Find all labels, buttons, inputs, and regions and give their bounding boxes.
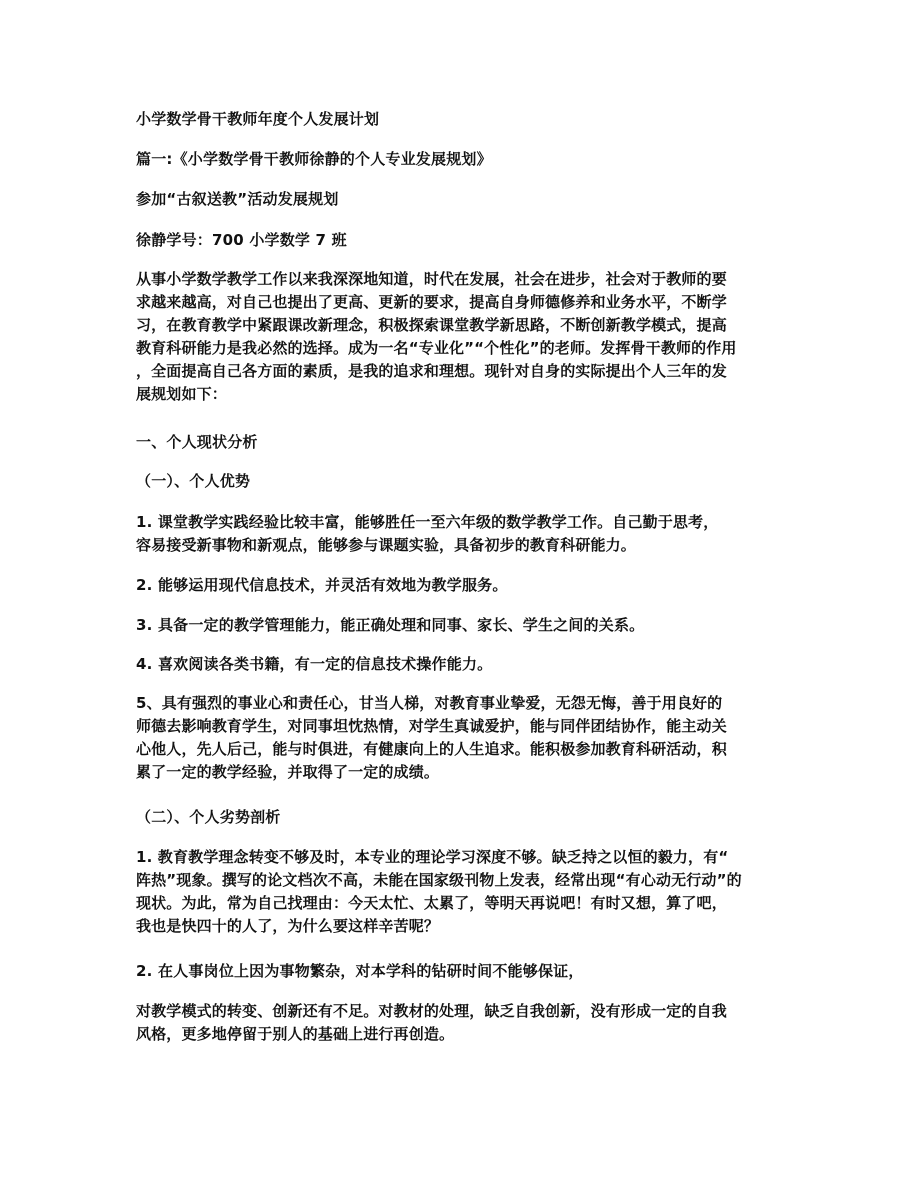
weakness-2-continued [136, 1000, 786, 1046]
intro-line: 展规划如下： [136, 385, 227, 403]
weakness-2: 2. 在人事岗位上因为事物繁杂，对本学科的钻研时间不能够保证， [136, 962, 584, 980]
activity-line: 参加“古叙送教”活动发展规划 [136, 190, 339, 208]
advantages-heading: （一）、个人优势 [136, 472, 251, 490]
document-title: 小学数学骨干教师年度个人发展计划 [136, 110, 380, 128]
advantage-2: 2. 能够运用现代信息技术，并灵活有效地为教学服务。 [136, 576, 508, 594]
intro-line: 从事小学数学教学工作以来我深深地知道，时代在发展，社会在进步，社会对于教师的要 [136, 270, 727, 288]
student-info: 徐静学号：700 小学数学 7 班 [136, 231, 347, 249]
weakness-1-line: 阵热”现象。撰写的论文档次不高，未能在国家级刊物上发表，经常出现“有心动无行动”的 [136, 871, 742, 889]
advantage-5-line: 心他人，先人后己，能与时俱进，有健康向上的人生追求。能积极参加教育科研活动，积 [136, 740, 727, 758]
intro-line: 教育科研能力是我必然的选择。成为一名“专业化”“个性化”的老师。发挥骨干教师的作用 [136, 339, 737, 357]
section1-heading: 一、个人现状分析 [136, 433, 258, 451]
intro-line: 习，在教育教学中紧跟课改新理念，积极探索课堂教学新思路，不断创新教学模式，提高 [136, 316, 727, 334]
advantage-4: 4. 喜欢阅读各类书籍，有一定的信息技术操作能力。 [136, 655, 493, 673]
intro-paragraph [136, 268, 786, 406]
intro-line: 求越来越高，对自己也提出了更高、更新的要求，提高自身师德修养和业务水平，不断学 [136, 293, 727, 311]
intro-line: ，全面提高自己各方面的素质，是我的追求和理想。现针对自身的实际提出个人三年的发 [136, 362, 727, 380]
advantage-5-line: 师德去影响教育学生，对同事坦忱热情，对学生真诚爱护，能与同伴团结协作，能主动关 [136, 717, 727, 735]
weakness-2-line: 对教学模式的转变、创新还有不足。对教材的处理，缺乏自我创新，没有形成一定的自我 [136, 1002, 727, 1020]
advantage-5 [136, 692, 786, 784]
advantage-5-line: 5、具有强烈的事业心和责任心，甘当人梯，对教育事业挚爱，无怨无悔，善于用良好的 [136, 694, 723, 712]
advantage-5-line: 累了一定的教学经验，并取得了一定的成绩。 [136, 763, 440, 781]
advantage-3: 3. 具备一定的教学管理能力，能正确处理和同事、家长、学生之间的关系。 [136, 616, 645, 634]
weakness-1-line: 我也是快四十的人了，为什么要这样辛苦呢？ [136, 917, 440, 935]
weakness-1-line: 现状。为此，常为自己找理由：今天太忙、太累了，等明天再说吧！有时又想，算了吧， [136, 894, 727, 912]
weakness-1-line: 1. 教育教学理念转变不够及时，本专业的理论学习深度不够。缺乏持之以恒的毅力，有“ [136, 848, 729, 866]
advantage-1-line: 1. 课堂教学实践经验比较丰富，能够胜任一至六年级的数学教学工作。自己勤于思考， [136, 513, 719, 531]
document-subtitle: 篇一:《小学数学骨干教师徐静的个人专业发展规划》 [136, 150, 492, 168]
weakness-2-line: 风格，更多地停留于别人的基础上进行再创造。 [136, 1025, 455, 1043]
advantage-1 [136, 511, 786, 557]
advantage-1-line: 容易接受新事物和新观点，能够参与课题实验，具备初步的教育科研能力。 [136, 536, 636, 554]
weakness-heading: （二）、个人劣势剖析 [136, 808, 281, 826]
weakness-1 [136, 846, 786, 938]
